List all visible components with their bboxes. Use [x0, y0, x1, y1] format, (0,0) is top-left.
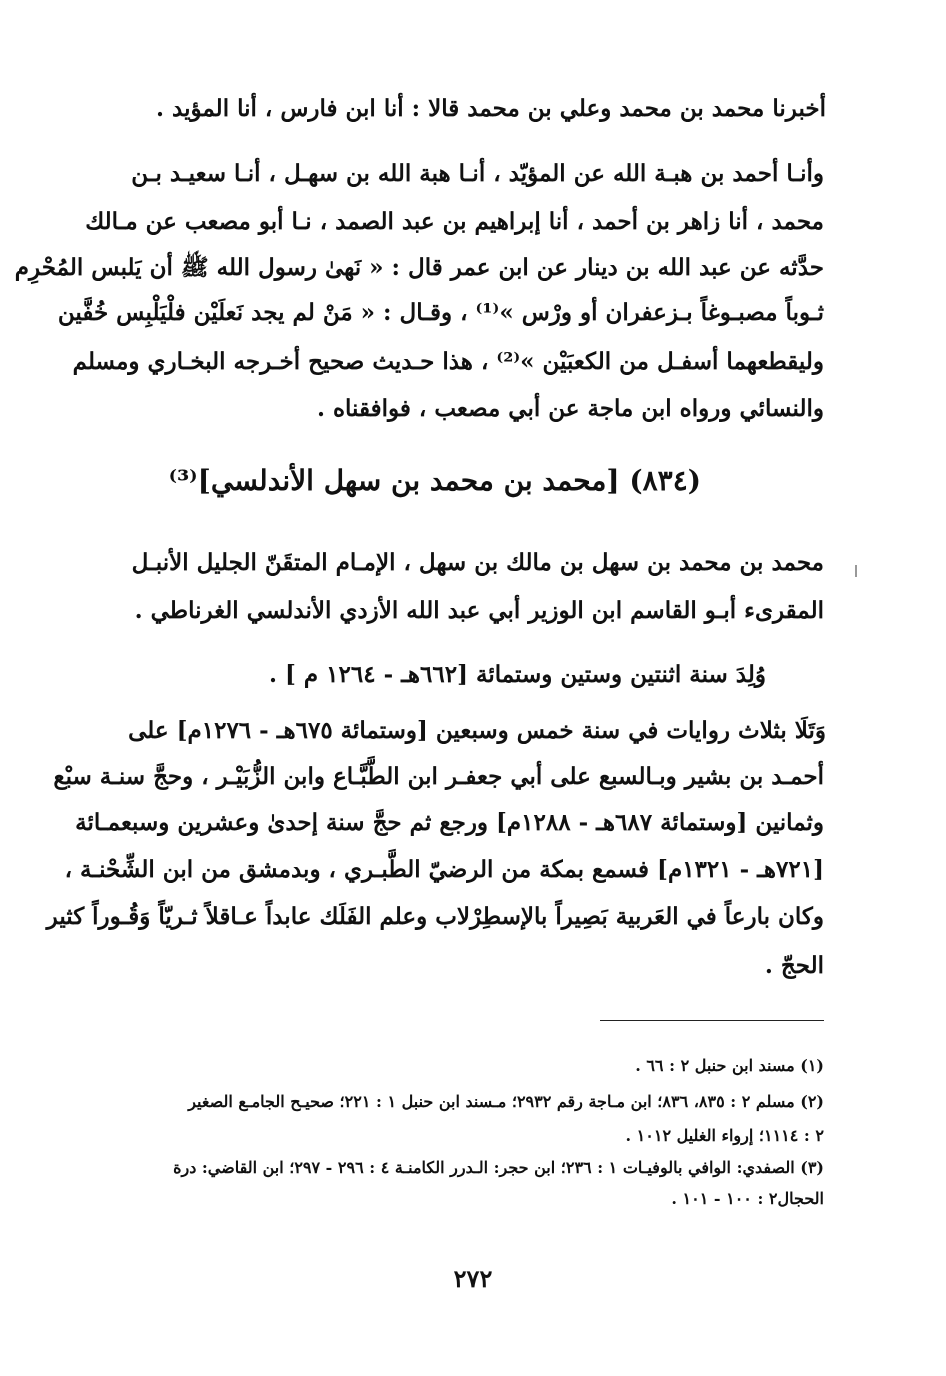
footnote-2-cont: ٢ : ١١١٤؛ إرواء الغليل ١٠١٢ .	[625, 1126, 824, 1145]
text-line-5: ثـوباً مصبـوغاً بـزعفران أو ورْس »⁽¹⁾ ، وقـال : « مَنْ لم يجد نَعلَيْن فلْيَلْبِس خُفَّين	[57, 299, 824, 326]
footnote-1: (١) مسند ابن حنبل ٢ : ٦٦ .	[635, 1056, 824, 1075]
bio-line-8: وكان بارعاً في العَربية بَصِيراً بالإسطِرْلاب وعلم الفَلَك عابداً عـاقلاً ثـريّاً وَقُـوراً كثير	[46, 903, 824, 930]
footnote-3: (٣) الصفدي: الوافي بالوفيـات ١ : ٢٣٦؛ ابن حجر: الـدرر الكامنـة ٤ : ٢٩٦ - ٢٩٧؛ ابن القاضي: درة	[173, 1158, 824, 1177]
bio-line-4: وَتَلَا بثلاث روايات في سنة خمس وسبعين [وستمائة ٦٧٥هـ - ١٢٧٦م] على	[128, 717, 826, 744]
text-line-7: والنسائي ورواه ابن ماجة عن أبي مصعب ، فوافقناه .	[316, 395, 824, 422]
margin-mark	[855, 565, 857, 577]
bio-line-7: [٧٢١هـ - ١٣٢١م] فسمع بمكة من الرضيّ الطَّبـري ، وبدمشق من ابن الشِّحْنـة ،	[64, 856, 824, 883]
bio-line-1: محمد بن محمد بن سهل بن مالك بن سهل ، الإمـام المتقَنّ الجليل الأنبـل	[131, 549, 824, 576]
text-line-3: محمد ، أنا زاهر بن أحمد ، أنا إبراهيم بن عبد الصمد ، نـا أبو مصعب عن مـالك	[85, 208, 824, 235]
bio-line-6: وثمانين [وستمائة ٦٨٧هـ - ١٢٨٨م] ورجع ثم حجَّ سنة إحدىٰ وعشرين وسبعمـائة	[75, 809, 824, 836]
text-line-1: أخبرنا محمد بن محمد وعلي بن محمد قالا : أنا ابن فارس ، أنا المؤيد .	[156, 95, 826, 122]
page-number: ٢٧٢	[453, 1264, 493, 1293]
text-line-2: وأنـا أحمد بن هبـة الله عن المؤيّد ، أنـا هبة الله بن سهـل ، أنـا سعيـد بـن	[131, 160, 824, 187]
entry-heading: (٨٣٤) [محمد بن محمد بن سهل الأندلسي]⁽³⁾	[168, 464, 701, 497]
bio-line-9: الحجّ .	[764, 952, 824, 979]
text-line-6: وليقطعهما أسفـل من الكعبَيْن »⁽²⁾ ، هذا حـديث صحيح أخـرجه البخـاري ومسلم	[72, 348, 824, 375]
bio-line-3: وُلِدَ سنة اثنتين وستين وستمائة [٦٦٢هـ - ١٢٦٤ م ] .	[269, 661, 766, 688]
bio-line-5: أحمـد بن بشير وبـالسبع على أبي جعفـر ابن الطَّبَّـاع وابن الزُّبَيْـر ، وحجَّ سنـة سبْع	[53, 763, 824, 790]
footnote-3-cont: الحجال٢ : ١٠٠ - ١٠١ .	[671, 1189, 824, 1208]
bio-line-2: المقرىء أبـو القاسم ابن الوزير أبي عبد الله الأزدي الأندلسي الغرناطي .	[134, 597, 824, 624]
text-line-4: حدَّثه عن عبد الله بن دينار عن ابن عمر قال : « نَهىٰ رسول الله ﷺ أن يَلبس المُحْرِم	[14, 254, 824, 281]
footnote-separator	[600, 1020, 824, 1021]
footnote-2: (٢) مسلم ٢ : ٨٣٥، ٨٣٦؛ ابن مـاجة رقم ٢٩٣٢؛ مـسند ابن حنبل ١ : ٢٢١؛ صحيـح الجامـع الصغير	[188, 1092, 824, 1111]
